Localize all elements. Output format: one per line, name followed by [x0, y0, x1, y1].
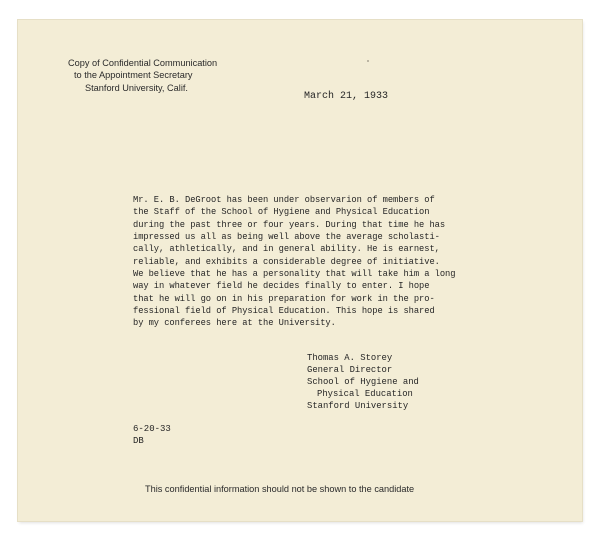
letterhead-line: Copy of Confidential Communication — [68, 58, 218, 68]
body-line: impressed us all as being well above the average scholasti- — [133, 232, 440, 243]
body-line: by my conferees here at the University. — [133, 318, 336, 329]
filing-date: 6-20-33 — [133, 424, 171, 434]
letter-body — [133, 194, 455, 330]
body-line: way in whatever field he decides finally to enter. I hope — [133, 281, 430, 292]
signer-name: Thomas A. Storey — [307, 353, 393, 363]
body-line: that he will go on in his preparation for work in the pro- — [133, 293, 435, 304]
body-line: during the past three or four years. During that time he has — [133, 219, 446, 230]
body-line: fessional field of Physical Education. This hope is shared — [133, 306, 435, 317]
letter-sheet — [18, 20, 582, 521]
confidentiality-footer: This confidential information should not be shown to the candidate — [145, 484, 415, 494]
filing-initials: DB — [133, 436, 144, 446]
signer-org: Physical Education — [317, 388, 413, 399]
signer-org: School of Hygiene and — [307, 376, 419, 387]
paper-speck — [367, 60, 369, 62]
signature-block — [307, 353, 419, 413]
filing-notation — [133, 423, 171, 447]
letterhead — [68, 57, 217, 94]
body-line: We believe that he has a personality that will take him a long — [133, 269, 456, 280]
signer-title: General Director — [307, 364, 393, 375]
letterhead-line: to the Appointment Secretary — [74, 70, 193, 81]
letterhead-line: Stanford University, Calif. — [85, 82, 188, 93]
body-line: Mr. E. B. DeGroot has been under observarion of members of — [133, 195, 435, 205]
signer-org: Stanford University — [307, 400, 409, 411]
body-line: reliable, and exhibits a considerable degree of initiative. — [133, 256, 440, 267]
body-line: cally, athletically, and in general ability. He is earnest, — [133, 244, 440, 255]
body-line: the Staff of the School of Hygiene and Physical Education — [133, 207, 430, 218]
letter-date: March 21, 1933 — [304, 91, 389, 102]
